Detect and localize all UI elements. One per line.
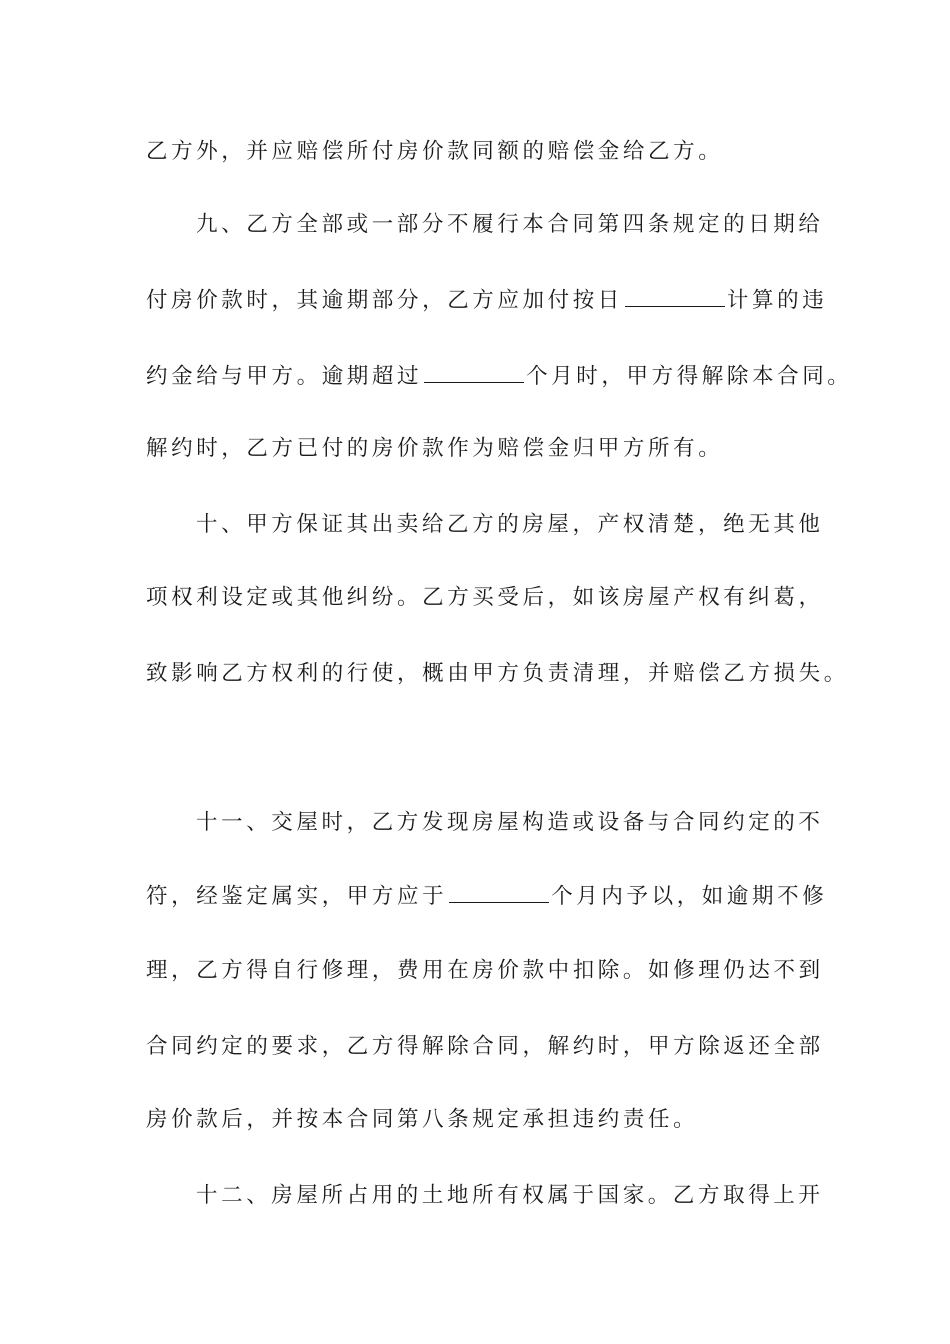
fill-in-blank [449,884,549,903]
text-line-14-clause-twelve-start [196,1181,824,1211]
text-line-13 [146,1105,698,1135]
text-line-11 [146,956,824,986]
line-text-after-blank: 计算的违 [726,288,828,313]
line-text-before-blank: 符，经鉴定属实，甲方应于 [146,884,448,909]
fill-in-blank [424,364,524,383]
text-line-12 [146,1032,824,1062]
line-text: 十、甲方保证其出卖给乙方的房屋，产权清楚，绝无其他 [196,512,824,537]
text-line-3 [146,286,827,316]
line-text: 十一、交屋时，乙方发现房屋构造或设备与合同约定的不 [196,810,824,835]
text-line-5 [146,434,723,464]
text-line-7 [146,583,824,613]
fill-in-blank [625,288,725,307]
line-text: 致影响乙方权利的行使，概由甲方负责清理，并赔偿乙方损失。 [146,661,849,686]
line-text: 十二、房屋所占用的土地所有权属于国家。乙方取得上开 [196,1183,824,1208]
line-text: 解约时，乙方已付的房价款作为赔偿金归甲方所有。 [146,436,724,461]
line-text-after-blank: 个月时，甲方得解除本合同。 [526,364,853,389]
line-text-before-blank: 约金给与甲方。逾期超过 [146,364,423,389]
line-text: 房价款后，并按本合同第八条规定承担违约责任。 [146,1107,699,1132]
text-line-9-clause-eleven-start [196,808,824,838]
line-text-after-blank: 个月内予以，如逾期不修 [551,884,828,909]
line-text: 九、乙方全部或一部分不履行本合同第四条规定的日期给 [196,212,824,237]
text-line-2-clause-nine-start [196,210,824,240]
text-line-10 [146,882,827,912]
text-line-1 [146,137,723,167]
text-line-8 [146,659,849,689]
line-text: 项权利设定或其他纠纷。乙方买受后，如该房屋产权有纠葛， [146,585,824,610]
line-text: 乙方外，并应赔偿所付房价款同额的赔偿金给乙方。 [146,139,724,164]
text-line-6-clause-ten-start [196,510,824,540]
line-text: 理，乙方得自行修理，费用在房价款中扣除。如修理仍达不到 [146,958,824,983]
text-line-4 [146,362,852,392]
line-text-before-blank: 付房价款时，其逾期部分，乙方应加付按日 [146,288,623,313]
line-text: 合同约定的要求，乙方得解除合同，解约时，甲方除返还全部 [146,1034,824,1059]
